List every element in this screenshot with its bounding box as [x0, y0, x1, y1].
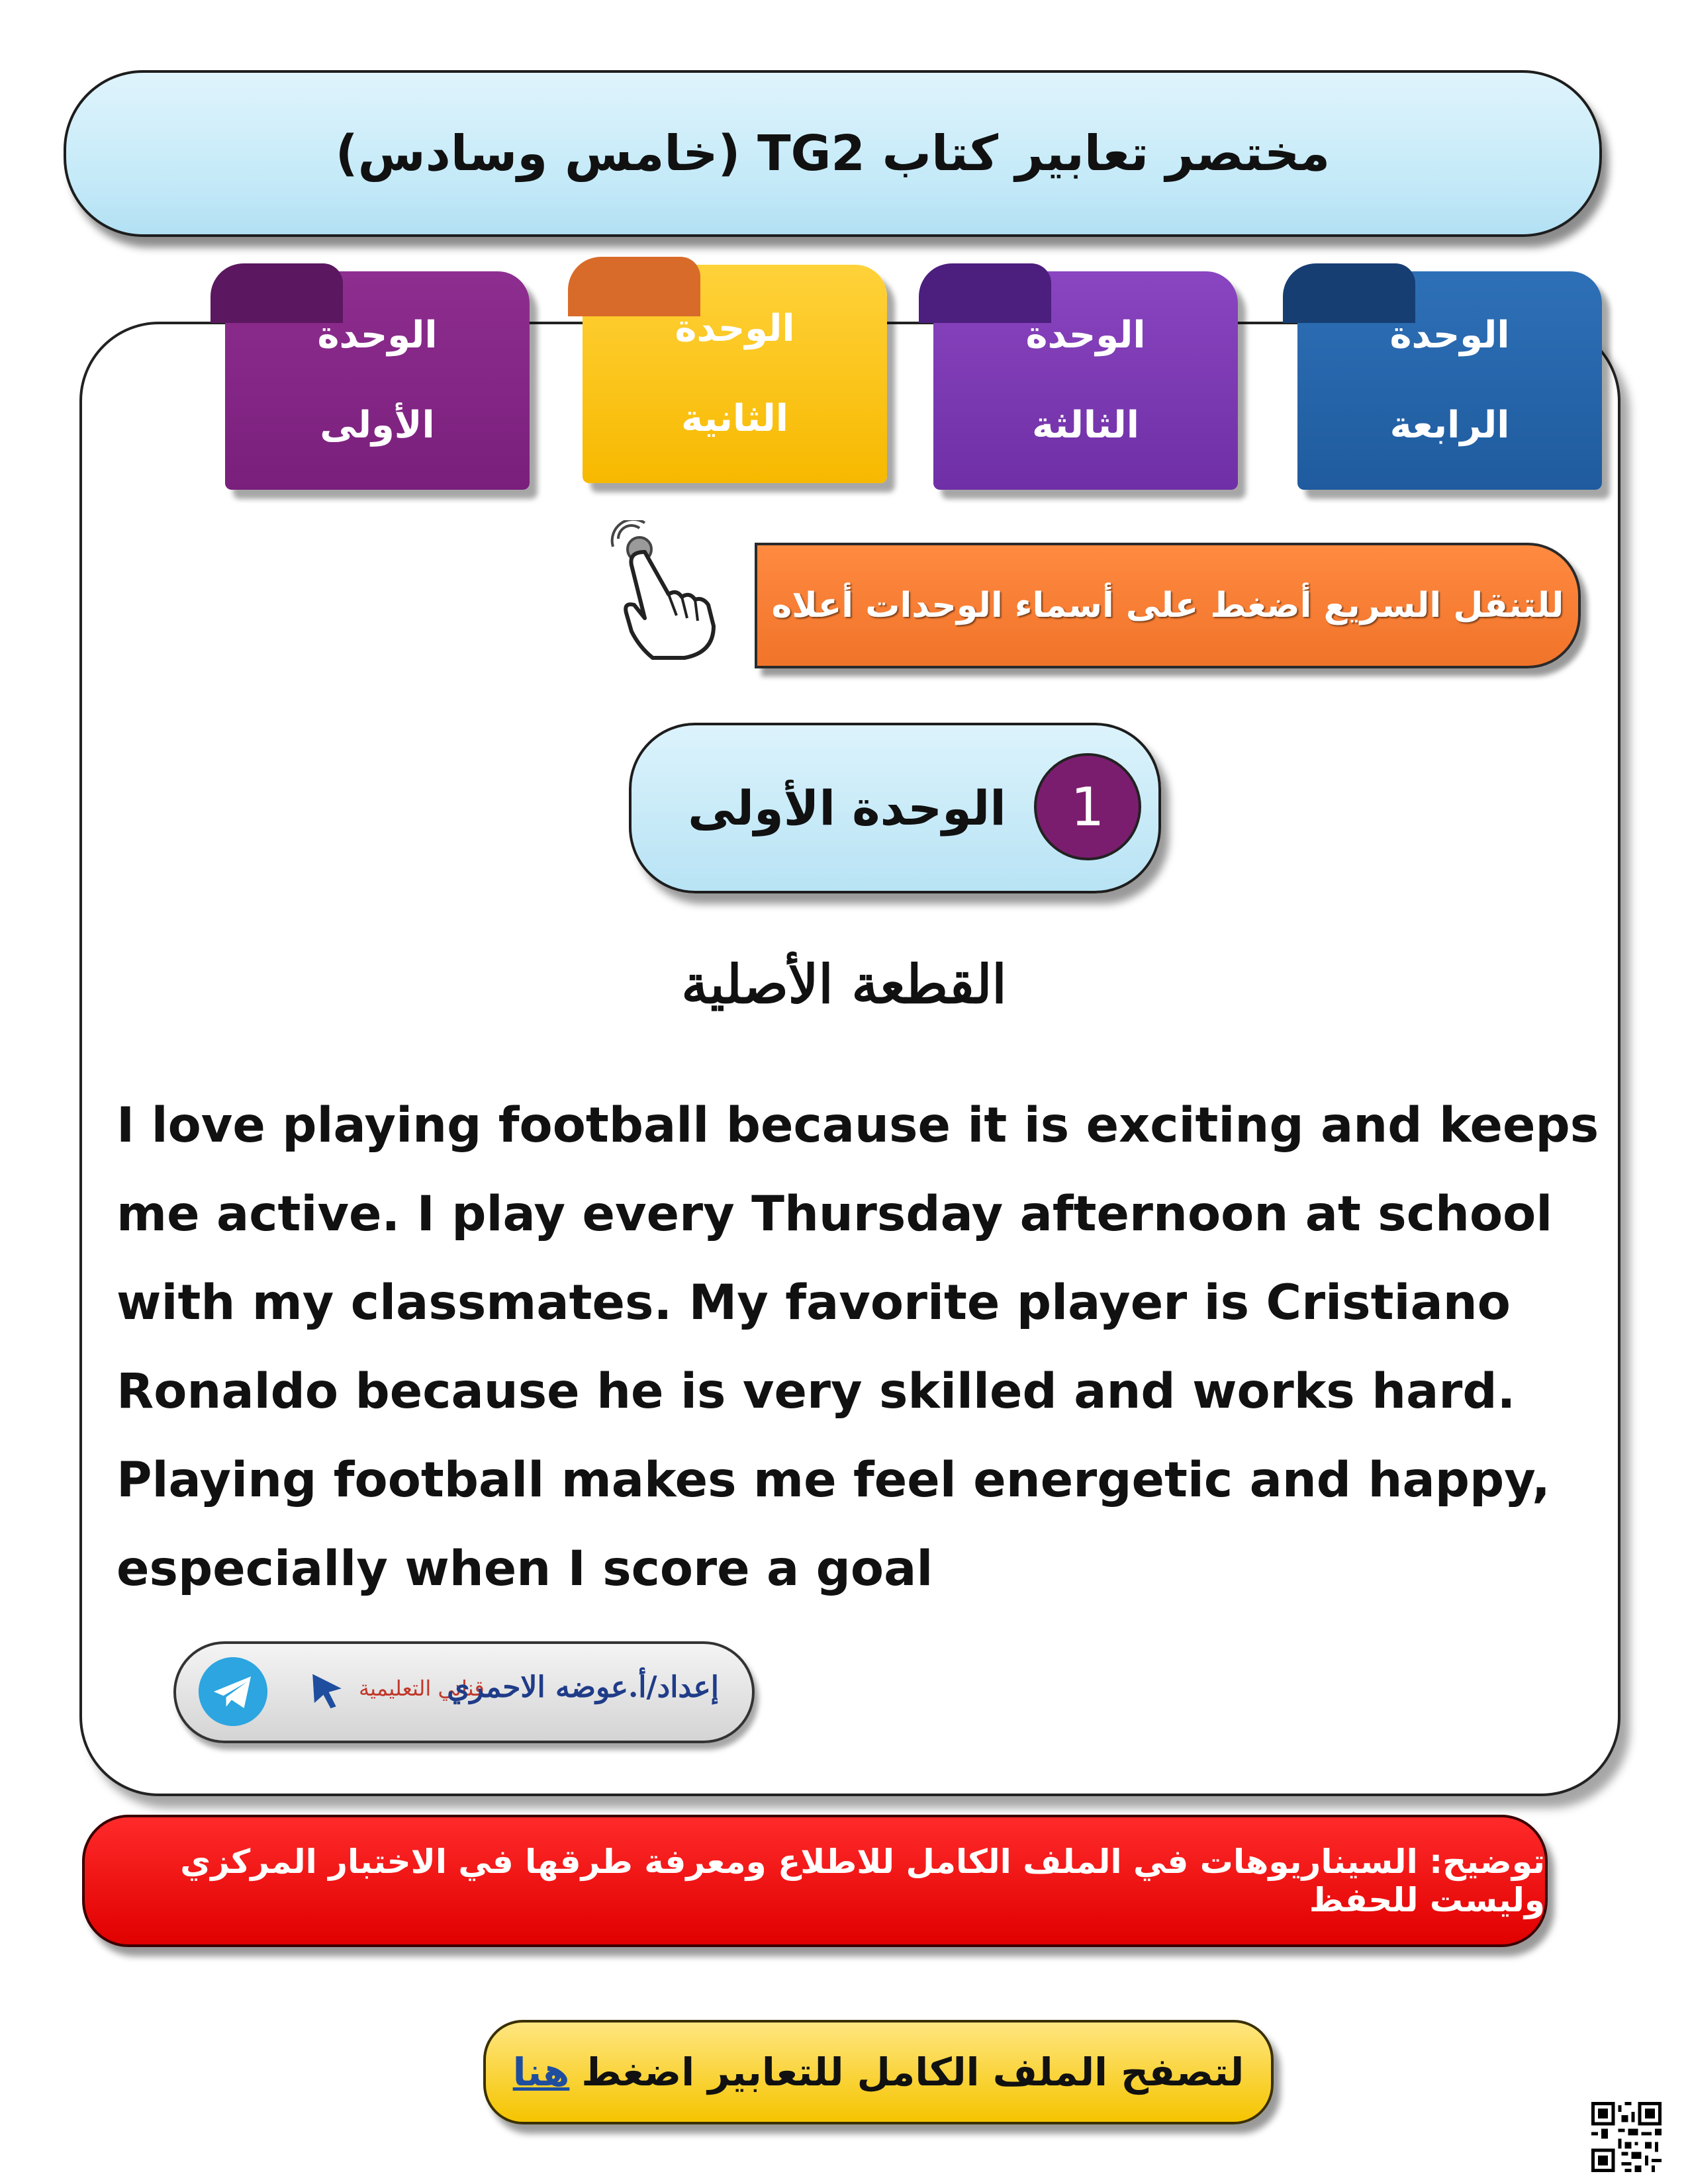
tab-unit-4[interactable] [1297, 271, 1602, 490]
passage-heading: القطعة الأصلية [681, 953, 1007, 1015]
unit-title: الوحدة الأولى [688, 780, 1006, 836]
author-badge[interactable] [173, 1641, 755, 1743]
tab-unit-3-line1: الوحدة [1025, 314, 1146, 357]
tab-unit-2[interactable] [583, 265, 887, 483]
tab-unit-1[interactable] [225, 271, 530, 490]
tab-unit-2-line2: الثانية [681, 397, 788, 440]
browse-full-file-button[interactable] [483, 2020, 1274, 2124]
browse-label: لتصفح الملف الكامل للتعابير اضغط [581, 2050, 1244, 2095]
notice-text: توضيح: السيناريوهات في الملف الكامل للاطلاع ومعرفة طرقها في الاختبار المركزي وليست للحفظ [180, 1843, 1545, 1919]
tab-unit-2-line1: الوحدة [675, 307, 795, 350]
browse-here-link[interactable]: هنا [512, 2050, 570, 2095]
qr-code-icon [1591, 2102, 1662, 2172]
tab-unit-4-line2: الرابعة [1389, 404, 1510, 447]
unit-heading [629, 723, 1161, 893]
title-banner [64, 70, 1602, 237]
tab-unit-3[interactable] [933, 271, 1238, 490]
hand-pointer-icon [600, 520, 732, 666]
author-name: إعداد/أ.عوضه الاحمري [447, 1670, 719, 1704]
unit-number-badge: 1 [1034, 753, 1141, 860]
quick-nav-hint-text: للتنقل السريع أضغط على أسماء الوحدات أعلاه [771, 586, 1564, 625]
page-title: مختصر تعابير كتاب TG2 (خامس وسادس) [335, 125, 1331, 182]
quick-nav-hint [755, 543, 1581, 668]
passage-text: I love playing football because it is exciting and keeps me active. I play every Thursday afternoon at school with my classmates. My favorite player is Cristiano Ronaldo because he is very skilled and works hard. Playing football makes me feel energetic and happy, especially when I score a goal [117, 1097, 1599, 1597]
cursor-arrow-icon [308, 1670, 346, 1710]
tab-unit-1-line2: الأولى [320, 404, 435, 447]
tab-unit-4-line1: الوحدة [1389, 314, 1510, 357]
notice-banner [82, 1815, 1548, 1947]
tab-unit-3-line2: الثالثة [1032, 404, 1139, 447]
tab-unit-1-line1: الوحدة [317, 314, 438, 357]
channel-label: قناتي التعليمية [359, 1676, 485, 1701]
telegram-icon[interactable] [199, 1657, 267, 1726]
